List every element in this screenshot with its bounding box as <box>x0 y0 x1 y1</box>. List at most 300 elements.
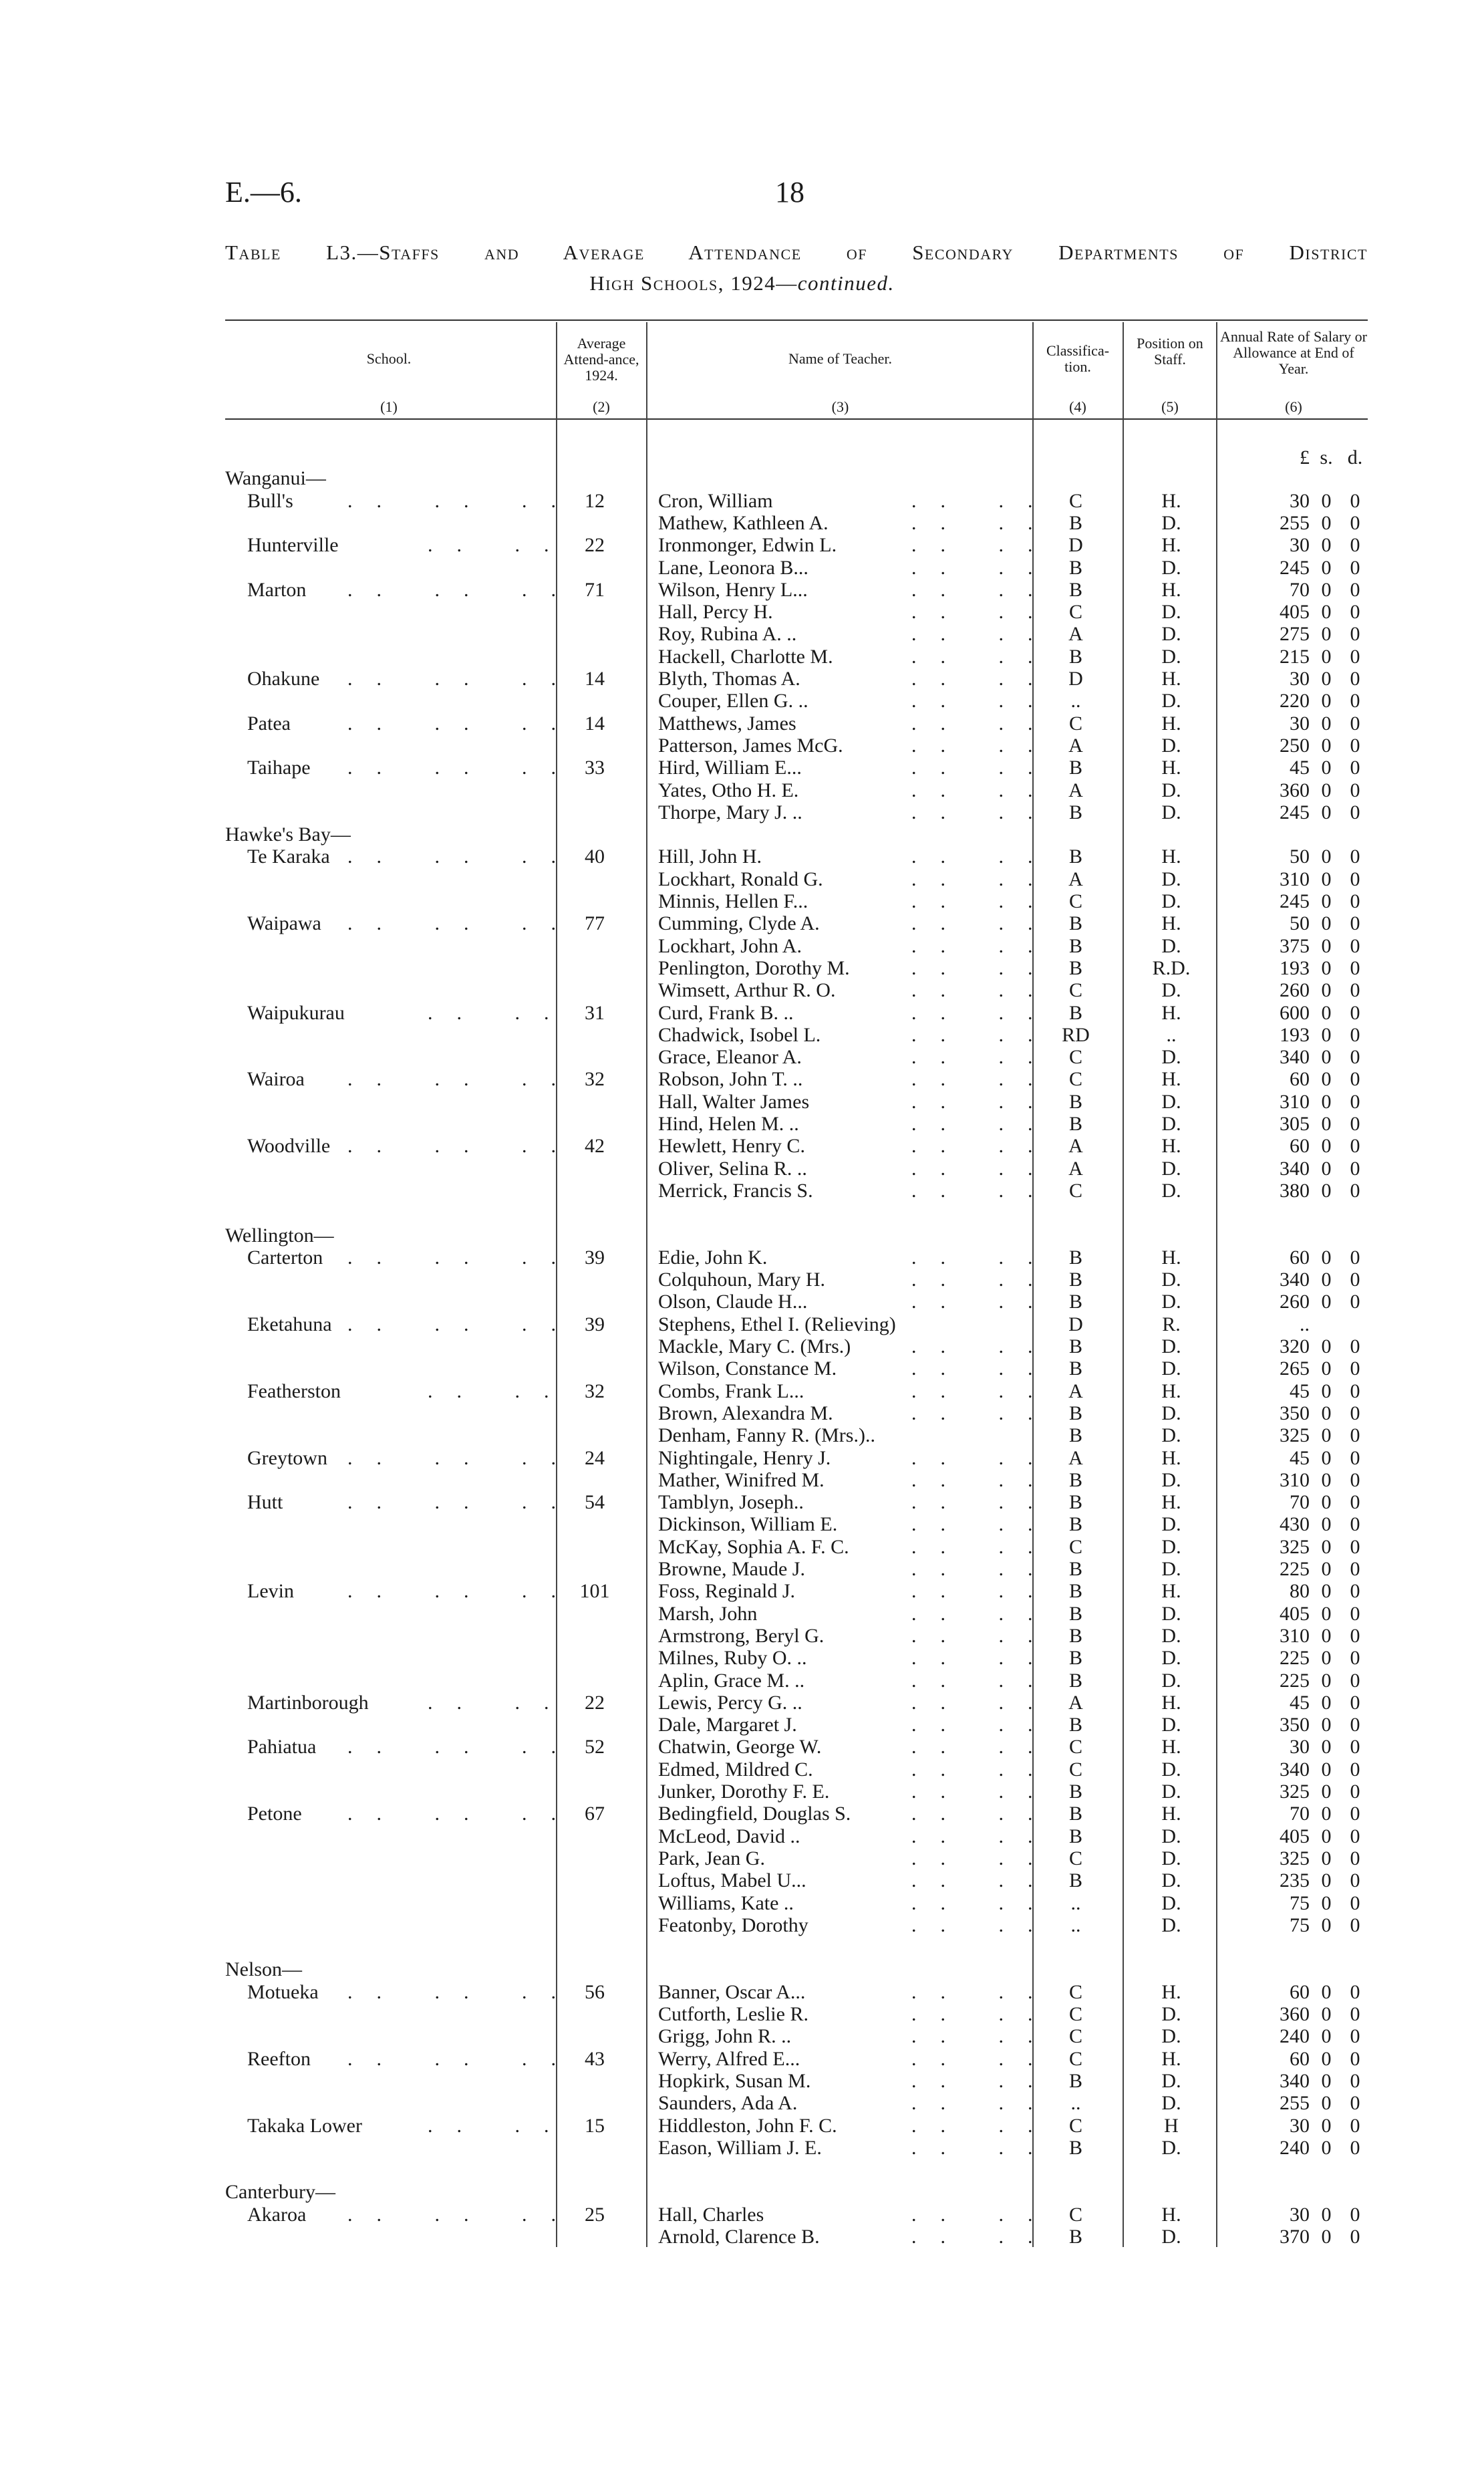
salary-shillings: 0 <box>1321 578 1332 601</box>
salary-shillings: 0 <box>1321 934 1332 957</box>
table-row <box>0 1936 1484 1959</box>
teacher-name: Patterson, James McG. <box>658 734 843 757</box>
salary-shillings: 0 <box>1321 1781 1332 1803</box>
teacher-name: McLeod, David .. <box>658 1825 800 1847</box>
salary-shillings: 0 <box>1321 1402 1332 1424</box>
classification-value: C <box>1068 1758 1082 1781</box>
table-row <box>0 1202 1484 1224</box>
salary-pence: 0 <box>1350 2069 1360 2092</box>
table-row <box>0 1247 1484 1269</box>
salary-pence: 0 <box>1350 2047 1360 2070</box>
classification-value: C <box>1068 1046 1082 1069</box>
leader-dots: .. .. <box>911 2092 1057 2115</box>
salary-pence: 0 <box>1350 868 1360 890</box>
leader-dots: .. .. <box>911 1357 1057 1380</box>
classification-value: A <box>1068 868 1083 890</box>
classification-value: B <box>1068 1424 1082 1447</box>
teacher-name: Arnold, Clarence B. <box>658 2226 820 2248</box>
teacher-name: Dickinson, William E. <box>658 1513 838 1536</box>
header-top-rule <box>225 319 1368 321</box>
leader-dots: .. .. <box>911 1891 1057 1914</box>
salary-shillings: 0 <box>1321 1803 1332 1825</box>
position-value: D. <box>1161 1669 1181 1692</box>
leader-dots: .. .. <box>911 2226 1057 2248</box>
classification-value: A <box>1068 1157 1083 1180</box>
position-value: H. <box>1161 757 1181 779</box>
leader-dots: .. .. .. <box>347 578 580 601</box>
attendance-value: 101 <box>579 1580 610 1603</box>
table-row <box>0 801 1484 824</box>
table-row <box>0 1536 1484 1559</box>
salary-shillings: 0 <box>1321 1647 1332 1670</box>
salary-shillings: 0 <box>1321 1357 1332 1380</box>
salary-pence: 0 <box>1350 1914 1360 1936</box>
col-head-teacher: Name of Teacher. <box>788 350 893 367</box>
col-num-1: (1) <box>380 398 398 415</box>
leader-dots: .. .. <box>911 934 1057 957</box>
classification-value: B <box>1068 757 1082 779</box>
leader-dots: .. .. <box>911 845 1057 868</box>
teacher-name: Marsh, John <box>658 1602 758 1625</box>
table-row <box>0 1513 1484 1536</box>
salary-pence: 0 <box>1350 1647 1360 1670</box>
table-row <box>0 2070 1484 2093</box>
salary-pence: 0 <box>1350 1424 1360 1447</box>
leader-dots: .. .. <box>911 556 1057 579</box>
salary-pounds: 70 <box>1290 1491 1310 1514</box>
position-value: D. <box>1161 601 1181 624</box>
classification-value: B <box>1068 645 1082 668</box>
teacher-name: Olson, Claude H... <box>658 1291 808 1313</box>
attendance-value: 56 <box>585 1980 605 2003</box>
leader-dots: .. .. <box>911 1980 1057 2003</box>
teacher-name: Edmed, Mildred C. <box>658 1758 813 1781</box>
classification-value: B <box>1068 1269 1082 1291</box>
leader-dots: .. .. <box>911 1847 1057 1869</box>
classification-value: B <box>1068 2136 1082 2159</box>
salary-shillings: 0 <box>1321 2092 1332 2115</box>
table-row <box>0 2204 1484 2226</box>
attendance-value: 14 <box>585 668 605 690</box>
salary-pounds: 193 <box>1280 956 1310 979</box>
salary-shillings: 0 <box>1321 1891 1332 1914</box>
position-value: D. <box>1161 1046 1181 1069</box>
table-row <box>0 1447 1484 1470</box>
salary-pounds: 220 <box>1280 690 1310 712</box>
leader-dots: .. .. .. <box>347 1313 580 1335</box>
salary-pounds: 340 <box>1280 1157 1310 1180</box>
school-name: Levin <box>247 1580 294 1603</box>
position-value: H. <box>1161 2047 1181 2070</box>
salary-pence: 0 <box>1350 534 1360 557</box>
col-head-salary: Annual Rate of Salary or Allowance at End of Year. <box>1220 328 1367 377</box>
teacher-name: Hall, Percy H. <box>658 601 773 624</box>
teacher-name: Grace, Eleanor A. <box>658 1046 802 1069</box>
teacher-name: Combs, Frank L... <box>658 1380 804 1402</box>
region-name: Hawke's Bay— <box>225 823 351 846</box>
leader-dots: .. .. <box>911 690 1057 712</box>
position-value: H. <box>1161 1491 1181 1514</box>
school-name: Wairoa <box>247 1068 305 1091</box>
leader-dots: .. .. <box>911 1179 1057 1202</box>
salary-pounds: 310 <box>1280 1468 1310 1491</box>
leader-dots: .. .. <box>911 1468 1057 1491</box>
salary-shillings: 0 <box>1321 1001 1332 1024</box>
salary-shillings: 0 <box>1321 1424 1332 1447</box>
region-heading-row <box>0 2181 1484 2204</box>
attendance-value: 31 <box>585 1001 605 1024</box>
salary-pence: 0 <box>1350 1468 1360 1491</box>
table-row <box>0 2137 1484 2159</box>
classification-value: A <box>1068 779 1083 801</box>
leader-dots: .. .. <box>911 868 1057 890</box>
leader-dots: .. .. <box>911 511 1057 534</box>
attendance-value: 32 <box>585 1068 605 1091</box>
salary-pence: 0 <box>1350 1847 1360 1869</box>
salary-pence: 0 <box>1350 1380 1360 1402</box>
classification-value: C <box>1068 2025 1082 2048</box>
teacher-name: Williams, Kate .. <box>658 1891 794 1914</box>
school-name: Hutt <box>247 1491 283 1514</box>
attendance-value: 54 <box>585 1491 605 1514</box>
teacher-name: Cron, William <box>658 489 773 512</box>
teacher-name: Armstrong, Beryl G. <box>658 1624 825 1647</box>
classification-value: D <box>1068 1313 1083 1335</box>
salary-pounds: 340 <box>1280 1046 1310 1069</box>
salary-pounds: 600 <box>1280 1001 1310 1024</box>
classification-value: .. <box>1070 2092 1081 2115</box>
teacher-name: Eason, William J. E. <box>658 2136 822 2159</box>
salary-pounds: 70 <box>1290 1803 1310 1825</box>
salary-shillings: 0 <box>1321 489 1332 512</box>
table-row <box>0 690 1484 712</box>
salary-pounds: 225 <box>1280 1558 1310 1580</box>
teacher-name: Thorpe, Mary J. .. <box>658 801 802 823</box>
salary-pence: 0 <box>1350 556 1360 579</box>
attendance-value: 22 <box>585 534 605 557</box>
leader-dots: .. .. <box>911 1513 1057 1536</box>
teacher-name: Loftus, Mabel U... <box>658 1869 806 1892</box>
table-row <box>0 1781 1484 1803</box>
col-head-position: Position on Staff. <box>1137 335 1203 368</box>
attendance-value: 32 <box>585 1380 605 1402</box>
teacher-name: Denham, Fanny R. (Mrs.).. <box>658 1424 875 1447</box>
classification-value: A <box>1068 1135 1083 1158</box>
teacher-name: Blyth, Thomas A. <box>658 668 800 690</box>
table-row <box>0 1647 1484 1670</box>
teacher-name: Banner, Oscar A... <box>658 1980 806 2003</box>
page-number: 18 <box>775 176 804 209</box>
table-row <box>0 1981 1484 2004</box>
salary-pence: 0 <box>1350 1513 1360 1536</box>
attendance-value: 33 <box>585 757 605 779</box>
table-row <box>0 979 1484 1002</box>
salary-pounds: 245 <box>1280 801 1310 823</box>
table-row <box>0 1113 1484 1136</box>
classification-value: B <box>1068 1357 1082 1380</box>
leader-dots: .. .. <box>428 1380 573 1402</box>
table-title: Table L3.—Staffs and Average Attendance of Secondary Departments of District <box>225 241 1368 264</box>
region-name: Wellington— <box>225 1224 334 1247</box>
attendance-value: 39 <box>585 1313 605 1335</box>
teacher-name: Foss, Reginald J. <box>658 1580 796 1603</box>
leader-dots: .. .. <box>911 801 1057 823</box>
teacher-name: Hewlett, Henry C. <box>658 1135 805 1158</box>
table-row <box>0 1847 1484 1870</box>
page-code: E.—6. <box>225 176 302 209</box>
salary-shillings: 0 <box>1321 2025 1332 2048</box>
leader-dots: .. .. <box>911 645 1057 668</box>
leader-dots: .. .. <box>911 2047 1057 2070</box>
region-name: Wanganui— <box>225 467 326 490</box>
classification-value: .. <box>1070 1891 1081 1914</box>
classification-value: B <box>1068 845 1082 868</box>
position-value: D. <box>1161 734 1181 757</box>
salary-pence: 0 <box>1350 734 1360 757</box>
position-value: D. <box>1161 1647 1181 1670</box>
salary-pounds: 30 <box>1290 712 1310 735</box>
salary-pounds: 350 <box>1280 1714 1310 1736</box>
salary-pence: 0 <box>1350 1535 1360 1558</box>
salary-shillings: 0 <box>1321 2003 1332 2025</box>
classification-value: B <box>1068 1602 1082 1625</box>
salary-pence: 0 <box>1350 912 1360 935</box>
teacher-name: Edie, John K. <box>658 1246 768 1269</box>
leader-dots: .. .. <box>911 1558 1057 1580</box>
position-value: D. <box>1161 645 1181 668</box>
leader-dots: .. .. <box>911 1135 1057 1158</box>
table-row <box>0 1424 1484 1447</box>
salary-pounds: 380 <box>1280 1179 1310 1202</box>
salary-shillings: 0 <box>1321 1380 1332 1402</box>
teacher-name: Penlington, Dorothy M. <box>658 956 850 979</box>
salary-pence: 0 <box>1350 956 1360 979</box>
position-value: D. <box>1161 1714 1181 1736</box>
salary-pence: 0 <box>1350 1803 1360 1825</box>
classification-value: B <box>1068 511 1082 534</box>
leader-dots: .. .. <box>911 2069 1057 2092</box>
school-name: Bull's <box>247 489 293 512</box>
classification-value: B <box>1068 556 1082 579</box>
leader-dots: .. .. <box>911 1491 1057 1514</box>
salary-shillings: 0 <box>1321 623 1332 646</box>
position-value: H. <box>1161 1135 1181 1158</box>
salary-shillings: 0 <box>1321 1669 1332 1692</box>
salary-pence: 0 <box>1350 890 1360 912</box>
salary-pence: 0 <box>1350 623 1360 646</box>
classification-value: D <box>1068 534 1083 557</box>
position-value: D. <box>1161 1269 1181 1291</box>
leader-dots: .. .. <box>911 1869 1057 1892</box>
leader-dots: .. .. <box>911 2136 1057 2159</box>
table-row <box>0 735 1484 757</box>
position-value: D. <box>1161 1357 1181 1380</box>
salary-pounds: 240 <box>1280 2025 1310 2048</box>
salary-pounds: 60 <box>1290 1068 1310 1091</box>
position-value: D. <box>1161 2025 1181 2048</box>
leader-dots: .. .. <box>428 2114 573 2137</box>
leader-dots: .. .. .. <box>347 489 580 512</box>
table-row <box>0 1357 1484 1380</box>
salary-pounds: 360 <box>1280 2003 1310 2025</box>
salary-shillings: 0 <box>1321 1090 1332 1113</box>
table-row <box>0 1869 1484 1892</box>
teacher-name: Roy, Rubina A. .. <box>658 623 797 646</box>
teacher-name: McKay, Sophia A. F. C. <box>658 1535 849 1558</box>
teacher-name: Nightingale, Henry J. <box>658 1446 831 1469</box>
table-row <box>0 1091 1484 1114</box>
salary-shillings: 0 <box>1321 2226 1332 2248</box>
teacher-name: Matthews, James <box>658 712 796 735</box>
position-value: D. <box>1161 934 1181 957</box>
teacher-name: Wilson, Henry L... <box>658 578 808 601</box>
leader-dots: .. .. <box>911 1335 1057 1357</box>
leader-dots: .. .. <box>911 1535 1057 1558</box>
position-value: D. <box>1161 1424 1181 1447</box>
teacher-name: Mackle, Mary C. (Mrs.) <box>658 1335 851 1357</box>
salary-pounds: 275 <box>1280 623 1310 646</box>
leader-dots: .. .. <box>428 1001 573 1024</box>
classification-value: B <box>1068 1714 1082 1736</box>
classification-value: B <box>1068 1246 1082 1269</box>
salary-pounds: 30 <box>1290 489 1310 512</box>
position-value: H. <box>1161 578 1181 601</box>
school-name: Waipawa <box>247 912 321 935</box>
attendance-value: 67 <box>585 1803 605 1825</box>
leader-dots: .. .. .. <box>347 1491 580 1514</box>
salary-pounds: 60 <box>1290 1135 1310 1158</box>
salary-shillings: 0 <box>1321 690 1332 712</box>
position-value: D. <box>1161 623 1181 646</box>
salary-shillings: 0 <box>1321 1135 1332 1158</box>
position-value: H. <box>1161 1068 1181 1091</box>
position-value: D. <box>1161 2092 1181 2115</box>
attendance-value: 22 <box>585 1691 605 1714</box>
classification-value: B <box>1068 1090 1082 1113</box>
salary-pence: 0 <box>1350 1714 1360 1736</box>
salary-pence: 0 <box>1350 1580 1360 1603</box>
salary-pounds: 405 <box>1280 1602 1310 1625</box>
leader-dots: .. .. <box>911 1714 1057 1736</box>
salary-pence: 0 <box>1350 578 1360 601</box>
position-value: H. <box>1161 534 1181 557</box>
attendance-value: 14 <box>585 712 605 735</box>
salary-pence: 0 <box>1350 1669 1360 1692</box>
attendance-value: 25 <box>585 2203 605 2226</box>
leader-dots: .. .. <box>911 779 1057 801</box>
school-name: Martinborough <box>247 1691 369 1714</box>
leader-dots: .. .. <box>911 534 1057 557</box>
salary-pounds: 325 <box>1280 1535 1310 1558</box>
position-value: D. <box>1161 511 1181 534</box>
salary-shillings: 0 <box>1321 1468 1332 1491</box>
teacher-name: Browne, Maude J. <box>658 1558 805 1580</box>
salary-pence: 0 <box>1350 1335 1360 1357</box>
salary-shillings: 0 <box>1321 1980 1332 2003</box>
salary-shillings: 0 <box>1321 1446 1332 1469</box>
table-row <box>0 1692 1484 1714</box>
salary-shillings: 0 <box>1321 645 1332 668</box>
teacher-name: Curd, Frank B. .. <box>658 1001 794 1024</box>
table-row <box>0 779 1484 802</box>
teacher-name: Hopkirk, Susan M. <box>658 2069 811 2092</box>
leader-dots: .. .. <box>911 1269 1057 1291</box>
attendance-value: 15 <box>585 2114 605 2137</box>
teacher-name: Hird, William E... <box>658 757 802 779</box>
classification-value: B <box>1068 1781 1082 1803</box>
salary-pounds: 320 <box>1280 1335 1310 1357</box>
salary-pence: 0 <box>1350 1001 1360 1024</box>
teacher-name: Bedingfield, Douglas S. <box>658 1803 851 1825</box>
salary-shillings: 0 <box>1321 801 1332 823</box>
salary-pounds: 60 <box>1290 1980 1310 2003</box>
table-row <box>0 1402 1484 1425</box>
salary-shillings: 0 <box>1321 712 1332 735</box>
classification-value: .. <box>1070 1914 1081 1936</box>
salary-pence: 0 <box>1350 2226 1360 2248</box>
salary-pence: 0 <box>1350 668 1360 690</box>
salary-pounds: 45 <box>1290 1691 1310 1714</box>
leader-dots: .. .. <box>911 1068 1057 1091</box>
position-value: D. <box>1161 1624 1181 1647</box>
salary-pounds: 340 <box>1280 1758 1310 1781</box>
classification-value: B <box>1068 1402 1082 1424</box>
salary-pence: 0 <box>1350 1691 1360 1714</box>
salary-shillings: 0 <box>1321 1624 1332 1647</box>
table-row <box>0 646 1484 668</box>
teacher-name: Cumming, Clyde A. <box>658 912 820 935</box>
teacher-name: Tamblyn, Joseph.. <box>658 1491 804 1514</box>
school-name: Akaroa <box>247 2203 307 2226</box>
classification-value: B <box>1068 934 1082 957</box>
teacher-name: Cutforth, Leslie R. <box>658 2003 808 2025</box>
salary-pounds: .. <box>1300 1313 1310 1335</box>
leader-dots: .. .. <box>911 1023 1057 1046</box>
table-row <box>0 1180 1484 1202</box>
position-value: H. <box>1161 668 1181 690</box>
salary-pounds: 245 <box>1280 556 1310 579</box>
table-row <box>0 1313 1484 1336</box>
col-num-3: (3) <box>831 398 849 415</box>
salary-pence: 0 <box>1350 1758 1360 1781</box>
leader-dots: .. .. .. <box>347 1246 580 1269</box>
classification-value: B <box>1068 1647 1082 1670</box>
school-name: Taihape <box>247 757 311 779</box>
salary-shillings: 0 <box>1321 2069 1332 2092</box>
col-num-6: (6) <box>1285 398 1302 415</box>
salary-shillings: 0 <box>1321 1023 1332 1046</box>
position-value: D. <box>1161 1335 1181 1357</box>
classification-value: B <box>1068 1803 1082 1825</box>
salary-pounds: 215 <box>1280 645 1310 668</box>
leader-dots: .. .. <box>911 1046 1057 1069</box>
classification-value: B <box>1068 1491 1082 1514</box>
school-name: Te Karaka <box>247 845 330 868</box>
teacher-name: Lockhart, Ronald G. <box>658 868 823 890</box>
position-value: D. <box>1161 1602 1181 1625</box>
school-name: Carterton <box>247 1246 323 1269</box>
salary-shillings: 0 <box>1321 2203 1332 2226</box>
classification-value: A <box>1068 1691 1083 1714</box>
teacher-name: Werry, Alfred E... <box>658 2047 800 2070</box>
salary-pounds: 340 <box>1280 2069 1310 2092</box>
school-name: Hunterville <box>247 534 339 557</box>
position-value: D. <box>1161 556 1181 579</box>
salary-pounds: 70 <box>1290 578 1310 601</box>
salary-shillings: 0 <box>1321 1269 1332 1291</box>
salary-shillings: 0 <box>1321 1869 1332 1892</box>
leader-dots: .. .. <box>911 489 1057 512</box>
